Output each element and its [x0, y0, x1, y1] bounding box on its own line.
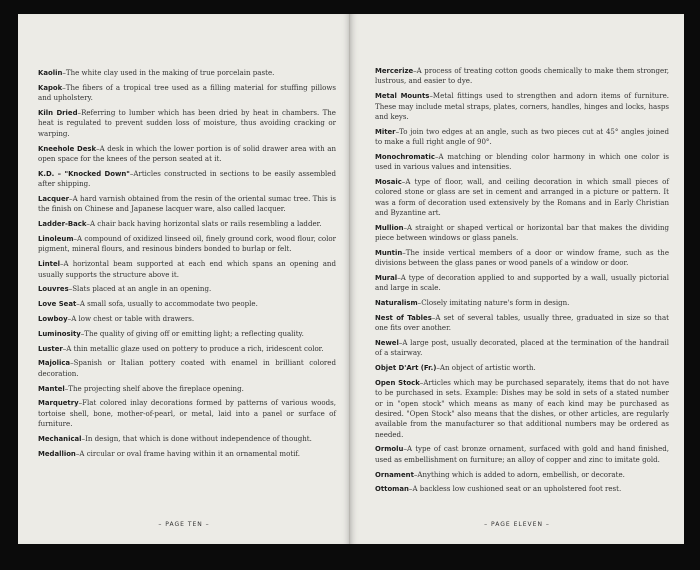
glossary-entry-ormolu: Ormolu–A type of cast bronze ornament, surfaced with gold and hand finished, used as embellishment on furniture; an alloy of copper and zinc to imitate gold.	[375, 444, 669, 464]
glossary-term: Mechanical	[38, 435, 82, 444]
page-number-footer: – PAGE TEN –	[158, 521, 210, 528]
glossary-entry-mosaic: Mosaic–A type of floor, wall, and ceiling decoration in which small pieces of colored stone or glass are set in cement and arranged in a picture or pattern. It was a form of decoration used extensively by the Romans and in Early Christian and Byzantine art.	[375, 176, 669, 218]
glossary-term: Kaolin	[38, 69, 63, 77]
glossary-entry-kapok: Kapok–The fibers of a tropical tree used as a filling material for stuffing pillows and upholstery.	[38, 82, 336, 103]
right-glossary	[375, 66, 669, 499]
glossary-term: Kiln Dried	[38, 109, 78, 117]
glossary-entry-metal-mounts: Metal Mounts–Metal fittings used to strengthen and adorn items of furniture. These may include metal straps, plates, corners, handles, hinges and locks, hasps and keys.	[375, 91, 669, 121]
glossary-entry-kaolin: Kaolin–The white clay used in the making of true porcelain paste.	[38, 68, 275, 77]
left-page	[18, 14, 350, 544]
glossary-term: Mosaic	[375, 177, 402, 186]
glossary-term: Luminosity	[38, 329, 81, 338]
glossary-definition: A circular or oval frame having within it an ornamental motif.	[79, 448, 300, 458]
glossary-entry-louvres: Louvres–Slats placed at an angle in an opening.	[38, 284, 212, 294]
glossary-entry-nest-of-tables: Nest of Tables–A set of several tables, usually three, graduated in size so that one fits over another.	[375, 312, 669, 333]
glossary-definition: In design, that which is done without independence of thought.	[85, 434, 312, 444]
glossary-term: Mercerize	[375, 67, 414, 75]
glossary-definition: To join two edges at an angle, such as two pieces cut at 45° angles joined to make a full right angle of 90°.	[375, 126, 669, 147]
glossary-definition: Anything which is added to adorn, embellish, or decorate.	[417, 469, 625, 479]
glossary-entry-love-seat: Love Seat–A small sofa, usually to accommodate two people.	[38, 299, 258, 309]
glossary-definition: Spanish or Italian pottery coated with enamel in brilliant colored decoration.	[38, 358, 336, 378]
glossary-definition: The projecting shelf above the fireplace opening.	[68, 383, 244, 393]
glossary-term: Muntin	[375, 248, 403, 257]
glossary-term: Lowboy	[38, 315, 68, 324]
glossary-definition: A low chest or table with drawers.	[71, 314, 195, 324]
glossary-definition: Flat colored inlay decorations formed by patterns of various woods, tortoise shell, bone, mother-of-pearl, or metal, laid into a panel or surface of furniture.	[38, 398, 336, 429]
glossary-definition: A desk in which the lower portion is of solid drawer area with an open space for the knees of the person seated at it.	[38, 143, 336, 164]
glossary-entry-medallion: Medallion–A circular or oval frame having within it an ornamental motif.	[38, 448, 300, 458]
glossary-term: Ladder-Back	[38, 220, 87, 229]
glossary-entry-open-stock: Open Stock–Articles which may be purchased separately, items that do not have to be purchased in sets. Example: Dishes may be sold in sets of a stated number or in "open stock" which means as many of each kind may be purchased as desired. "Open Stock" also means that the dishes, or other articles, are regularly available from the manufacturer so that additional numbers may be ordered as needed.	[375, 377, 669, 439]
glossary-entry-mullion: Mullion–A straight or shaped vertical or horizontal bar that makes the dividing piece between windows or glass panels.	[375, 222, 669, 243]
glossary-entry-mantel: Mantel–The projecting shelf above the fireplace opening.	[38, 383, 244, 393]
glossary-definition: The white clay used in the making of true porcelain paste.	[65, 68, 275, 77]
glossary-definition: A straight or shaped vertical or horizontal bar that makes the dividing piece between windows or glass panels.	[375, 222, 669, 243]
glossary-entry-miter: Miter–To join two edges at an angle, such as two pieces cut at 45° angles joined to make a full right angle of 90°.	[375, 126, 669, 147]
glossary-term: Metal Mounts	[375, 92, 430, 101]
glossary-definition: A large post, usually decorated, placed at the termination of the handrail of a stairway.	[375, 337, 669, 358]
glossary-term: Luster	[38, 344, 63, 353]
glossary-definition: A compound of oxidized linseed oil, finely ground cork, wood flour, color pigment, mineral flours, and resinous binders bonded to burlap or felt.	[38, 234, 336, 254]
glossary-entry-ottoman: Ottoman–A backless low cushioned seat or an upholstered foot rest.	[375, 484, 622, 494]
glossary-term: Objet D'Art (Fr.)	[375, 364, 437, 373]
glossary-entry-objet-dart: Objet D'Art (Fr.)–An object of artistic worth.	[375, 363, 536, 373]
glossary-term: Open Stock	[375, 378, 420, 387]
glossary-definition: Referring to lumber which has been dried by heat in chambers. The heat is regulated to prevent sudden loss of moisture, thus avoiding cracking or warping.	[38, 108, 336, 138]
glossary-entry-ornament: Ornament–Anything which is added to adorn, embellish, or decorate.	[375, 469, 625, 479]
glossary-term: Naturalism	[375, 299, 418, 308]
glossary-entry-luminosity: Luminosity–The quality of giving off or emitting light; a reflecting quality.	[38, 328, 304, 338]
glossary-term: Miter	[375, 127, 396, 136]
glossary-term: Monochromatic	[375, 152, 435, 161]
glossary-definition: Articles constructed in sections to be easily assembled after shipping.	[38, 168, 336, 189]
glossary-term: Louvres	[38, 285, 69, 294]
glossary-entry-luster: Luster–A thin metallic glaze used on pottery to produce a rich, iridescent color.	[38, 343, 324, 353]
glossary-definition: A horizontal beam supported at each end which spans an opening and usually supports the structure above it.	[38, 259, 336, 279]
glossary-definition: The inside vertical members of a door or window frame, such as the divisions between the glass panes or wood panels of a window or door.	[375, 247, 669, 268]
glossary-entry-kiln-dried: Kiln Dried–Referring to lumber which has been dried by heat in chambers. The heat is regulated to prevent sudden loss of moisture, thus avoiding cracking or warping.	[38, 108, 336, 138]
glossary-term: K.D. – "Knocked Down"	[38, 169, 130, 178]
glossary-term: Ottoman	[375, 485, 409, 494]
left-glossary	[38, 68, 336, 464]
glossary-definition: A type of floor, wall, and ceiling decoration in which small pieces of colored stone or glass are set in cement and arranged in a picture or pattern. It was a form of decoration used extensively by the Romans and in Early Christian and Byzantine art.	[375, 176, 669, 218]
glossary-definition: Metal fittings used to strengthen and adorn items of furniture. These may include metal straps, plates, corners, handles, hinges and locks, hasps and keys.	[375, 91, 669, 121]
glossary-definition: A small sofa, usually to accommodate two people.	[79, 299, 258, 309]
glossary-entry-monochromatic: Monochromatic–A matching or blending color harmony in which one color is used in various values and intensities.	[375, 151, 669, 172]
glossary-definition: A set of several tables, usually three, graduated in size so that one fits over another.	[375, 312, 669, 333]
glossary-entry-kneehole-desk: Kneehole Desk–A desk in which the lower portion is of solid drawer area with an open space for the knees of the person seated at it.	[38, 143, 336, 164]
glossary-term: Majolica	[38, 359, 71, 368]
glossary-term: Newel	[375, 338, 399, 347]
glossary-term: Mantel	[38, 384, 65, 393]
glossary-definition: A type of decoration applied to and supported by a wall, usually pictorial and large in scale.	[375, 272, 669, 293]
page-number-footer: – PAGE ELEVEN –	[484, 521, 550, 528]
glossary-term: Medallion	[38, 449, 76, 458]
glossary-term: Linoleum	[38, 235, 74, 244]
glossary-term: Kneehole Desk	[38, 144, 97, 153]
glossary-entry-naturalism: Naturalism–Closely imitating nature's form in design.	[375, 298, 570, 308]
glossary-definition: A process of treating cotton goods chemically to make them stronger, lustrous, and easier to dye.	[375, 66, 669, 86]
glossary-entry-ladder-back: Ladder-Back–A chair back having horizontal slats or rails resembling a ladder.	[38, 219, 322, 229]
glossary-definition: A backless low cushioned seat or an upholstered foot rest.	[412, 484, 622, 494]
glossary-term: Mullion	[375, 223, 404, 232]
glossary-term: Lacquer	[38, 195, 70, 204]
glossary-term: Ornament	[375, 470, 414, 479]
glossary-term: Lintel	[38, 260, 60, 269]
glossary-definition: A chair back having horizontal slats or rails resembling a ladder.	[89, 219, 322, 229]
glossary-term: Ormolu	[375, 445, 404, 454]
glossary-entry-lintel: Lintel–A horizontal beam supported at each end which spans an opening and usually supports the structure above it.	[38, 259, 336, 279]
glossary-entry-mechanical: Mechanical–In design, that which is done without independence of thought.	[38, 434, 312, 444]
glossary-definition: The fibers of a tropical tree used as a filling material for stuffing pillows and upholstery.	[38, 82, 336, 103]
glossary-definition: The quality of giving off or emitting light; a reflecting quality.	[84, 328, 304, 338]
glossary-definition: A matching or blending color harmony in which one color is used in various values and intensities.	[375, 151, 669, 172]
glossary-entry-lacquer: Lacquer–A hard varnish obtained from the resin of the oriental sumac tree. This is the finish on Chinese and Japanese lacquer ware, also called lacquer.	[38, 194, 336, 214]
glossary-definition: Slats placed at an angle in an opening.	[72, 284, 212, 294]
glossary-definition: Articles which may be purchased separately, items that do not have to be purchased in sets. Example: Dishes may be sold in sets of a stated number or in "open stock" which means as many of each kind may be purchased as desired. "Open Stock" also means that the dishes, or other articles, are regularly available from the manufacturer so that additional numbers may be ordered as needed.	[375, 377, 669, 439]
glossary-definition: A type of cast bronze ornament, surfaced with gold and hand finished, used as embellishment on furniture; an alloy of copper and zinc to imitate gold.	[375, 444, 669, 464]
glossary-entry-mercerize: Mercerize–A process of treating cotton goods chemically to make them stronger, lustrous, and easier to dye.	[375, 66, 669, 86]
glossary-entry-lowboy: Lowboy–A low chest or table with drawers.	[38, 314, 195, 324]
glossary-definition: Closely imitating nature's form in design.	[421, 298, 570, 308]
glossary-term: Kapok	[38, 83, 63, 92]
glossary-term: Nest of Tables	[375, 313, 432, 322]
glossary-definition: An object of artistic worth.	[439, 363, 536, 373]
glossary-entry-knocked-down: K.D. – "Knocked Down"–Articles constructed in sections to be easily assembled after shipping.	[38, 168, 336, 189]
glossary-definition: A thin metallic glaze used on pottery to produce a rich, iridescent color.	[66, 343, 324, 353]
glossary-entry-mural: Mural–A type of decoration applied to and supported by a wall, usually pictorial and large in scale.	[375, 272, 669, 293]
glossary-term: Love Seat	[38, 300, 77, 309]
glossary-entry-newel: Newel–A large post, usually decorated, placed at the termination of the handrail of a stairway.	[375, 337, 669, 358]
glossary-entry-majolica: Majolica–Spanish or Italian pottery coated with enamel in brilliant colored decoration.	[38, 358, 336, 378]
right-page	[350, 14, 684, 544]
glossary-entry-marquetry: Marquetry–Flat colored inlay decorations formed by patterns of various woods, tortoise shell, bone, mother-of-pearl, or metal, laid into a panel or surface of furniture.	[38, 398, 336, 429]
glossary-term: Marquetry	[38, 399, 79, 408]
glossary-definition: A hard varnish obtained from the resin of the oriental sumac tree. This is the finish on Chinese and Japanese lacquer ware, also called lacquer.	[38, 194, 336, 214]
glossary-entry-muntin: Muntin–The inside vertical members of a door or window frame, such as the divisions between the glass panes or wood panels of a window or door.	[375, 247, 669, 268]
glossary-term: Mural	[375, 273, 398, 282]
glossary-entry-linoleum: Linoleum–A compound of oxidized linseed oil, finely ground cork, wood flour, color pigment, mineral flours, and resinous binders bonded to burlap or felt.	[38, 234, 336, 254]
